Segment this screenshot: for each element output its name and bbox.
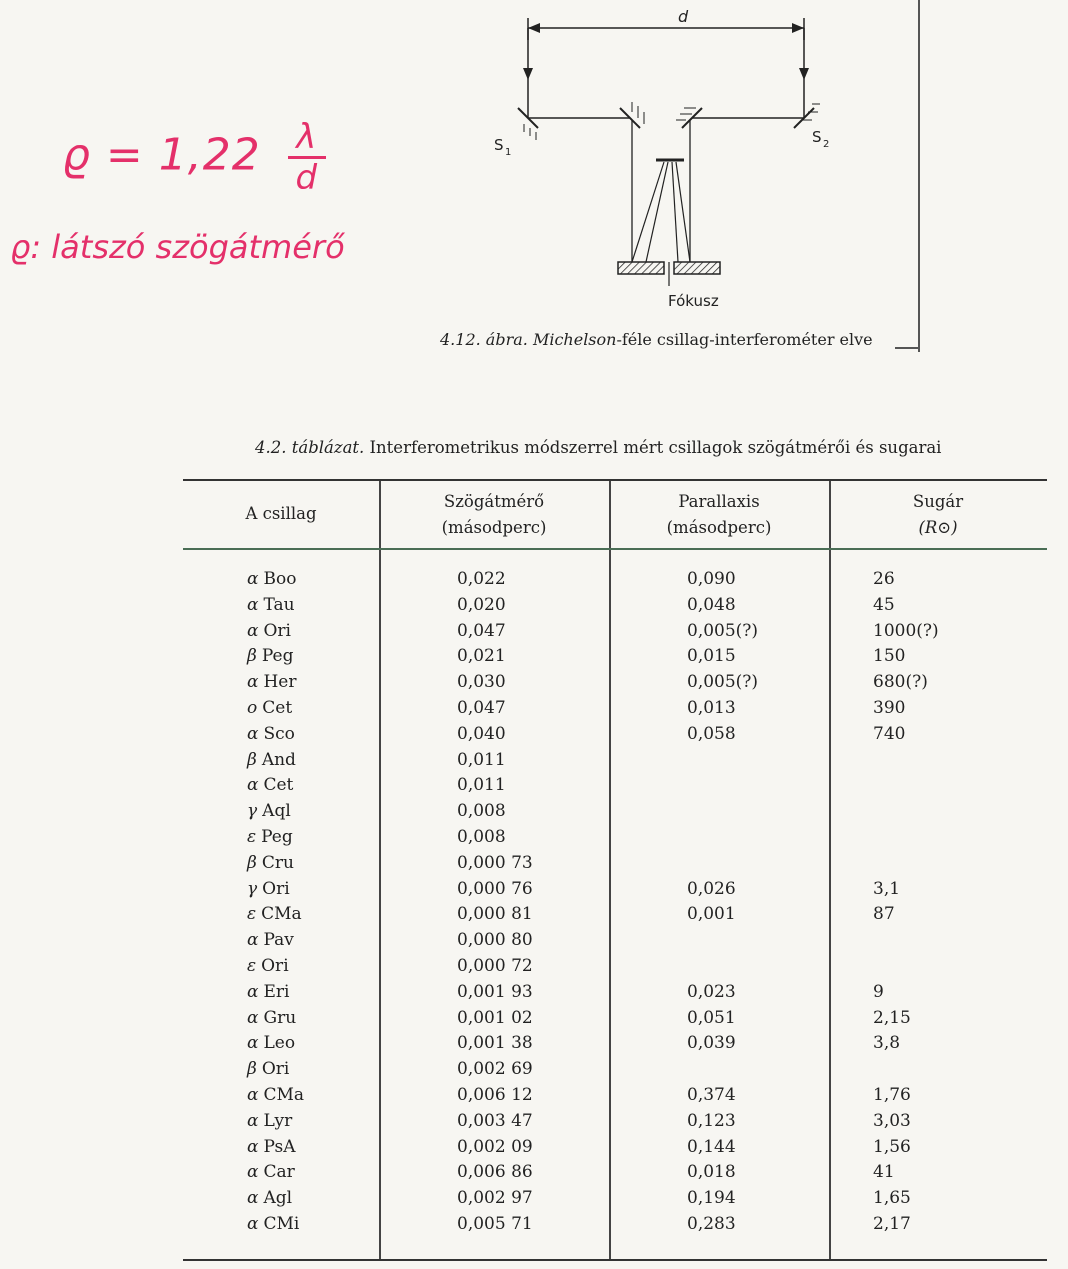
arrow-right (792, 23, 804, 33)
cell-diameter (457, 1033, 533, 1053)
table-caption (255, 438, 941, 457)
cell-value: 0,000 72 (457, 956, 533, 976)
cell-value: 2,15 (873, 1007, 911, 1028)
star-constellation: CMa (261, 904, 302, 925)
star-constellation: Sco (263, 723, 295, 744)
cell-value: 0,008 (457, 801, 506, 822)
table-caption-number: 4.2. táblázat. (255, 438, 365, 457)
cell-diameter (457, 750, 506, 770)
cell-parallax (687, 569, 736, 589)
star-greek-letter: α (247, 1007, 259, 1028)
cell-value: 0,001 93 (457, 981, 533, 1002)
table-row (183, 595, 1047, 621)
cell-value: 0,040 (457, 723, 506, 744)
cell-value: 0,022 (457, 569, 506, 589)
cell-diameter (457, 1111, 533, 1131)
star-greek-letter: α (247, 1110, 259, 1131)
cell-diameter (457, 1008, 533, 1028)
star-greek-letter: γ (247, 801, 258, 822)
cell-value: 0,058 (687, 723, 736, 744)
cell-value: 0,283 (687, 1214, 736, 1234)
cell-value: 0,194 (687, 1188, 736, 1209)
cell-radius (873, 1085, 911, 1105)
table-row (183, 672, 1047, 698)
table-row (183, 698, 1047, 724)
cell-value: 0,003 47 (457, 1110, 533, 1131)
star-greek-letter: α (247, 1188, 259, 1209)
cell-parallax (687, 621, 758, 641)
cell-star (247, 1188, 292, 1208)
formula-numerator: λ (296, 117, 318, 157)
cell-radius (873, 1188, 911, 1208)
cell-value: 0,000 76 (457, 878, 533, 899)
cell-diameter (457, 879, 533, 899)
cell-diameter (457, 672, 506, 692)
cell-radius (873, 1137, 911, 1157)
cell-value: 0,001 02 (457, 1007, 533, 1028)
star-constellation: CMi (263, 1214, 300, 1234)
cell-value: 3,03 (873, 1110, 911, 1131)
cell-parallax (687, 1033, 736, 1053)
header-diameter: Szögátmérő (másodperc) (441, 492, 547, 537)
star-greek-letter: α (247, 723, 259, 744)
cell-star (247, 750, 296, 770)
cell-parallax (687, 982, 736, 1002)
cell-value: 41 (873, 1162, 895, 1183)
cell-value: 0,039 (687, 1033, 736, 1054)
cell-radius (873, 1111, 911, 1131)
star-constellation: Ori (263, 620, 291, 641)
cell-value: 0,005 71 (457, 1214, 533, 1234)
table-row (183, 775, 1047, 801)
star-constellation: CMa (263, 1085, 305, 1105)
table-row (183, 930, 1047, 956)
label-s1: S (494, 136, 504, 154)
cell-radius (873, 1008, 911, 1028)
arrow-left (528, 23, 540, 33)
label-s2: S (812, 128, 822, 146)
cell-value: 680(?) (873, 672, 928, 693)
cell-diameter (457, 801, 506, 821)
cell-value: 0,048 (687, 594, 736, 615)
cell-diameter (457, 1214, 533, 1234)
table-row (183, 879, 1047, 905)
cell-diameter (457, 621, 506, 641)
cell-value: 0,000 80 (457, 930, 533, 951)
table-row (183, 982, 1047, 1008)
cell-parallax (687, 1085, 736, 1105)
cell-value: 0,015 (687, 646, 736, 667)
cell-radius (873, 1033, 900, 1053)
table-row (183, 724, 1047, 750)
cell-value: 0,011 (457, 775, 506, 796)
cell-value: 0,002 09 (457, 1136, 533, 1157)
cell-value: 0,002 97 (457, 1188, 533, 1209)
cell-diameter (457, 930, 533, 950)
cell-value: 0,000 81 (457, 904, 533, 925)
star-constellation: Tau (263, 594, 295, 615)
header-parallax: Parallaxis (másodperc) (666, 492, 772, 537)
table-row (183, 646, 1047, 672)
primary-mirror-left (618, 262, 664, 274)
cell-parallax (687, 1162, 736, 1182)
star-greek-letter: ε (247, 956, 257, 976)
cell-star (247, 1214, 299, 1234)
cell-value: 0,020 (457, 594, 506, 615)
cell-diameter (457, 698, 506, 718)
cell-value: 0,144 (687, 1136, 736, 1157)
cell-radius (873, 904, 895, 924)
cell-parallax (687, 1111, 736, 1131)
cell-value: 0,011 (457, 749, 506, 770)
cell-value: 0,000 73 (457, 852, 533, 873)
table-row (183, 1137, 1047, 1163)
cell-value: 1,65 (873, 1188, 911, 1209)
cell-value: 0,005(?) (687, 620, 759, 641)
cell-star (247, 724, 295, 744)
table-row (183, 801, 1047, 827)
cell-radius (873, 595, 895, 615)
cell-star (247, 1059, 289, 1079)
cell-star (247, 982, 289, 1002)
star-constellation: Her (263, 672, 297, 693)
cell-parallax (687, 595, 736, 615)
cell-value: 0,001 38 (457, 1033, 533, 1054)
cell-value: 0,374 (687, 1085, 736, 1105)
table-row (183, 1059, 1047, 1085)
star-greek-letter: o (247, 698, 258, 718)
cell-value: 0,047 (457, 620, 506, 641)
header-radius: Sugár (R⊙) (912, 492, 964, 537)
table-row (183, 1162, 1047, 1188)
cell-radius (873, 672, 928, 692)
cell-value: 0,026 (687, 878, 736, 899)
table-row (183, 827, 1047, 853)
cell-parallax (687, 724, 736, 744)
cell-value: 0,123 (687, 1110, 736, 1131)
figure-caption-text: -féle csillag-interferométer elve (616, 330, 873, 349)
cell-value: 1,56 (873, 1136, 911, 1157)
cell-value: 3,8 (873, 1033, 901, 1054)
table-row (183, 853, 1047, 879)
cell-value: 1,76 (873, 1085, 911, 1105)
label-s2-sub: 2 (823, 139, 830, 150)
label-focus: Fókusz (668, 292, 719, 310)
cell-value: 87 (873, 904, 895, 925)
cell-parallax (687, 1188, 736, 1208)
cell-radius (873, 698, 905, 718)
cell-star (247, 801, 291, 821)
table-row (183, 750, 1047, 776)
cell-value: 1000(?) (873, 620, 939, 641)
header-star: A csillag (245, 504, 317, 523)
star-greek-letter: α (247, 981, 259, 1002)
star-greek-letter: β (247, 852, 257, 873)
star-constellation: Boo (263, 569, 297, 589)
header-divider (183, 548, 1047, 550)
cell-star (247, 646, 293, 666)
table-row (183, 621, 1047, 647)
cell-star (247, 956, 289, 976)
cell-star (247, 569, 296, 589)
cell-diameter (457, 904, 533, 924)
star-greek-letter: α (247, 1162, 259, 1183)
star-constellation: And (261, 749, 296, 770)
cell-radius (873, 569, 895, 589)
star-greek-letter: α (247, 594, 259, 615)
cell-diameter (457, 1059, 533, 1079)
star-greek-letter: α (247, 1136, 259, 1157)
table-row (183, 569, 1047, 595)
star-greek-letter: α (247, 1085, 259, 1105)
star-constellation: Ori (261, 1059, 290, 1080)
cell-parallax (687, 646, 736, 666)
star-greek-letter: α (247, 672, 259, 693)
star-constellation: Eri (263, 981, 290, 1002)
star-constellation: Leo (263, 1033, 296, 1054)
cell-value: 0,001 (687, 904, 736, 925)
star-constellation: Gru (263, 1007, 297, 1028)
table-row (183, 1085, 1047, 1111)
cell-star (247, 621, 291, 641)
formula-fraction (288, 118, 326, 197)
cell-star (247, 904, 302, 924)
label-d: d (678, 7, 689, 26)
star-greek-letter: α (247, 775, 259, 796)
star-constellation: PsA (263, 1136, 296, 1157)
cell-diameter (457, 646, 506, 666)
star-constellation: Cet (262, 698, 293, 718)
cell-value: 0,051 (687, 1007, 736, 1028)
table-row (183, 1214, 1047, 1240)
cell-radius (873, 646, 905, 666)
star-constellation: Peg (261, 827, 293, 847)
figure-border-bottom (895, 347, 920, 349)
cell-parallax (687, 904, 736, 924)
star-greek-letter: β (247, 646, 257, 667)
star-constellation: Ori (261, 956, 289, 976)
label-s1-sub: 1 (505, 147, 512, 158)
cell-diameter (457, 982, 533, 1002)
table-row (183, 1188, 1047, 1214)
cell-parallax (687, 1008, 736, 1028)
cell-value: 2,17 (873, 1214, 911, 1234)
cell-star (247, 1033, 295, 1053)
cell-star (247, 1008, 296, 1028)
cell-value: 0,021 (457, 646, 506, 667)
cell-value: 0,090 (687, 569, 736, 589)
cell-star (247, 930, 294, 950)
cell-diameter (457, 724, 506, 744)
cell-value: 0,023 (687, 981, 736, 1002)
cell-diameter (457, 1162, 533, 1182)
cell-star (247, 1137, 295, 1157)
star-greek-letter: γ (247, 878, 258, 899)
cell-diameter (457, 1085, 533, 1105)
cell-value: 0,008 (457, 827, 506, 847)
table-row (183, 1111, 1047, 1137)
cell-diameter (457, 853, 533, 873)
star-constellation: Lyr (263, 1110, 293, 1131)
cell-value: 150 (873, 646, 906, 667)
cell-value: 0,013 (687, 698, 736, 718)
cell-value: 740 (873, 723, 906, 744)
cell-parallax (687, 1214, 736, 1234)
cell-parallax (687, 879, 736, 899)
star-constellation: Ori (262, 878, 290, 899)
figure-caption-number: 4.12. ábra. (440, 330, 528, 349)
star-constellation: Cet (263, 775, 294, 796)
figure-caption (440, 330, 873, 349)
cell-diameter (457, 956, 533, 976)
cell-value: 0,030 (457, 672, 506, 693)
star-greek-letter: ε (247, 827, 257, 847)
cell-star (247, 595, 295, 615)
cell-radius (873, 724, 905, 744)
cell-value: 0,018 (687, 1162, 736, 1183)
table-row (183, 1008, 1047, 1034)
cell-radius (873, 621, 939, 641)
cell-value: 3,1 (873, 878, 901, 899)
cell-diameter (457, 1188, 533, 1208)
cell-star (247, 672, 297, 692)
handwritten-formula (62, 118, 326, 197)
cell-radius (873, 879, 900, 899)
mirror-s2 (794, 104, 820, 128)
cell-diameter (457, 1137, 533, 1157)
cell-value: 26 (873, 569, 895, 589)
star-greek-letter: β (247, 1059, 257, 1080)
cell-star (247, 879, 290, 899)
michelson-interferometer-diagram (420, 0, 940, 345)
cell-star (247, 1162, 295, 1182)
star-constellation: Agl (263, 1188, 293, 1209)
table-row (183, 1033, 1047, 1059)
figure-caption-name: Michelson (532, 330, 617, 349)
star-data-table (183, 479, 1047, 1261)
cell-value: 0,047 (457, 698, 506, 718)
cell-star (247, 853, 294, 873)
figure-border-right (918, 0, 920, 352)
handwritten-rho-definition: ϱ: látszó szögátmérő (10, 228, 345, 266)
table-row (183, 904, 1047, 930)
table-caption-text: Interferometrikus módszerrel mért csillagok szögátmérői és sugarai (369, 438, 942, 457)
cell-value: 9 (873, 981, 884, 1002)
cell-radius (873, 1214, 911, 1234)
cell-star (247, 775, 293, 795)
star-greek-letter: α (247, 1214, 259, 1234)
cell-diameter (457, 775, 506, 795)
table-row (183, 956, 1047, 982)
formula-denominator: d (295, 158, 319, 198)
star-greek-letter: ε (247, 904, 257, 925)
cell-star (247, 1111, 292, 1131)
star-greek-letter: α (247, 620, 259, 641)
star-greek-letter: β (247, 749, 257, 770)
cell-radius (873, 982, 884, 1002)
cell-value: 0,006 12 (457, 1085, 533, 1105)
star-greek-letter: α (247, 569, 259, 589)
cell-value: 0,005(?) (687, 672, 759, 693)
cell-diameter (457, 827, 506, 847)
formula-lhs: ϱ = 1,22 (62, 129, 261, 181)
cell-parallax (687, 1137, 736, 1157)
cell-value: 45 (873, 594, 895, 615)
star-constellation: Aql (262, 801, 291, 822)
cell-star (247, 827, 293, 847)
cell-parallax (687, 672, 758, 692)
star-constellation: Cru (261, 852, 294, 873)
primary-mirror-right (674, 262, 720, 274)
star-constellation: Pav (263, 930, 294, 951)
star-constellation: Peg (261, 646, 294, 667)
cell-diameter (457, 569, 506, 589)
cell-diameter (457, 595, 506, 615)
cell-parallax (687, 698, 736, 718)
cell-value: 390 (873, 698, 906, 718)
cell-star (247, 698, 292, 718)
star-constellation: Car (263, 1162, 295, 1183)
star-greek-letter: α (247, 930, 259, 951)
cell-star (247, 1085, 304, 1105)
cell-value: 0,002 69 (457, 1059, 533, 1080)
cell-radius (873, 1162, 895, 1182)
star-greek-letter: α (247, 1033, 259, 1054)
cell-value: 0,006 86 (457, 1162, 533, 1183)
